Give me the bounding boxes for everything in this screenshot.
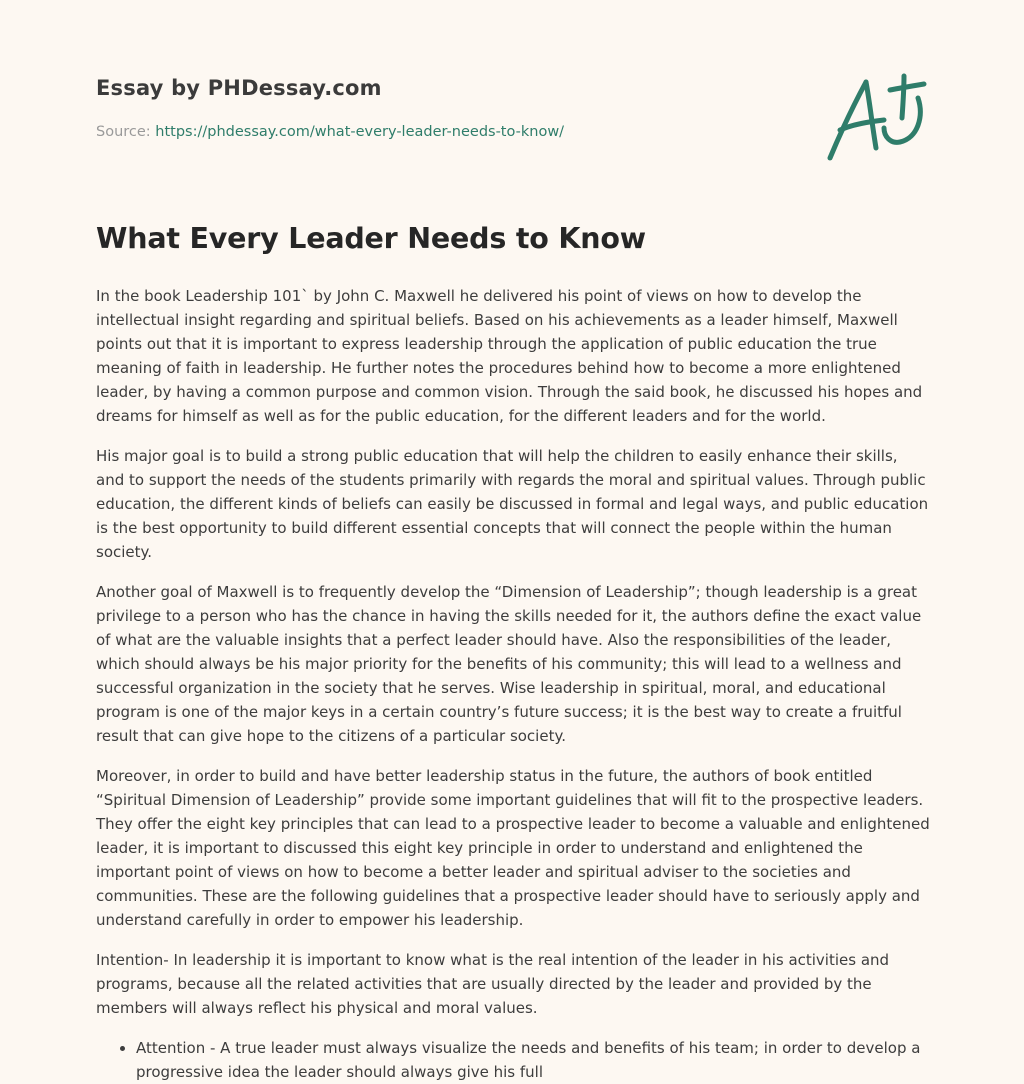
paragraph: Moreover, in order to build and have better leadership status in the future, the authors of book entitled “Spiritual Dimension of Leadership” provide some important guidelines that will fit to the prospective leaders. They offer the eight key principles that can lead to a prospective leader to become a valuable and enlightened leader, it is important to discussed this eight key principle in order to understand and enlightened the important point of views on how to become a better leader and spiritual adviser to the societies and communities. These are the following guidelines that a prospective leader should have to seriously apply and understand carefully in order to empower his leadership. <box>96 767 930 929</box>
paragraph: His major goal is to build a strong public education that will help the children to easily enhance their skills, and to support the needs of the students primarily with regards the moral and spiritual values. Through public education, the different kinds of beliefs can easily be discussed in formal and legal ways, and public education is the best opportunity to build different essential concepts that will connect the people within the human society. <box>96 447 929 561</box>
essay-body <box>96 284 930 1084</box>
essay-title: What Every Leader Needs to Know <box>96 222 646 255</box>
site-title: Essay by PHDessay.com <box>96 76 382 100</box>
source-link[interactable]: https://phdessay.com/what-every-leader-needs-to-know/ <box>155 124 565 140</box>
list-item: • Attention - A true leader must always visualize the needs and benefits of his team; in order to develop a progressive idea the leader should always give his full <box>136 1036 930 1084</box>
guideline-list <box>96 1036 930 1084</box>
source-label: Source: <box>96 124 151 140</box>
a-plus-logo-icon <box>826 68 930 164</box>
paragraph: In the book Leadership 101` by John C. Maxwell he delivered his point of views on how to develop the intellectual insight regarding and spiritual beliefs. Based on his achievements as a leader himself, Maxwell points out that it is important to express leadership through the application of public education the true meaning of faith in leadership. He further notes the procedures behind how to become a more enlightened leader, by having a common purpose and common vision. Through the said book, he discussed his hopes and dreams for himself as well as for the public education, for the different leaders and for the world. <box>96 287 923 425</box>
paragraph: Another goal of Maxwell is to frequently develop the “Dimension of Leadership”; though leadership is a great privilege to a person who has the chance in having the skills needed for it, the authors define the exact value of what are the valuable insights that a perfect leader should have. Also the responsibilities of the leader, which should always be his major priority for the benefits of his community; this will lead to a wellness and successful organization in the society that he serves. Wise leadership in spiritual, moral, and educational program is one of the major keys in a certain country’s future success; it is the best way to create a fruitful result that can give hope to the citizens of a particular society. <box>96 583 922 745</box>
paragraph: Intention- In leadership it is important to know what is the real intention of the leader in his activities and programs, because all the related activities that are usually directed by the leader and provided by the members will always reflect his physical and moral values. <box>96 951 890 1017</box>
source-line <box>96 124 564 140</box>
